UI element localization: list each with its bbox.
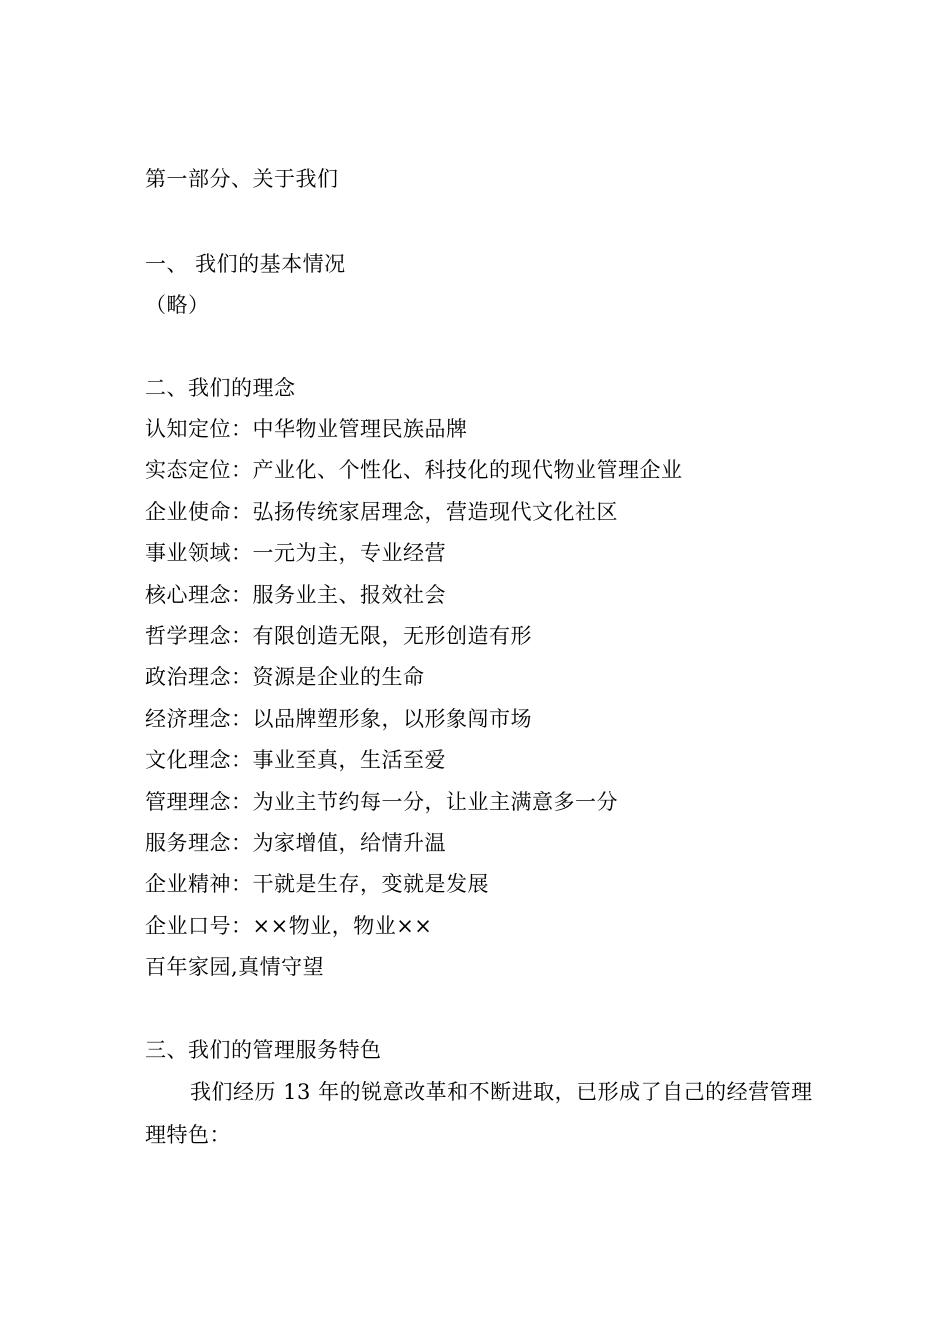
concept-item-cultural: 文化理念：事业至真，生活至爱 xyxy=(145,748,446,772)
concept-item-core: 核心理念：服务业主、报效社会 xyxy=(145,583,446,607)
section1-heading: 一、 我们的基本情况 xyxy=(145,252,346,276)
concept-item-actual-position: 实态定位：产业化、个性化、科技化的现代物业管理企业 xyxy=(145,458,683,482)
concept-item-slogan: 企业口号：××物业，物业×× xyxy=(145,914,433,938)
part-title: 第一部分、关于我们 xyxy=(145,167,339,191)
concept-item-management: 管理理念：为业主节约每一分，让业主满意多一分 xyxy=(145,790,618,814)
concept-item-political: 政治理念：资源是企业的生命 xyxy=(145,665,425,689)
section3-paragraph-line-1: 我们经历 13 年的锐意改革和不断进取，已形成了自己的经营管理 xyxy=(190,1080,813,1104)
concept-item-economic: 经济理念：以品牌塑形象，以形象闯市场 xyxy=(145,707,532,731)
concept-item-service: 服务理念：为家增值，给情升温 xyxy=(145,831,446,855)
concept-item-cognitive-position: 认知定位：中华物业管理民族品牌 xyxy=(145,417,468,441)
section2-heading: 二、我们的理念 xyxy=(145,376,296,400)
section3-heading: 三、我们的管理服务特色 xyxy=(145,1038,382,1062)
concept-item-mission: 企业使命：弘扬传统家居理念，营造现代文化社区 xyxy=(145,500,618,524)
concept-item-spirit: 企业精神：干就是生存，变就是发展 xyxy=(145,872,489,896)
concept-item-philosophy: 哲学理念：有限创造无限，无形创造有形 xyxy=(145,624,532,648)
section3-paragraph-line-2: 理特色： xyxy=(145,1123,231,1147)
concept-item-business-field: 事业领域：一元为主，专业经营 xyxy=(145,541,446,565)
concept-item-slogan-2: 百年家园,真情守望 xyxy=(145,955,325,979)
section1-note: （略） xyxy=(145,293,210,317)
